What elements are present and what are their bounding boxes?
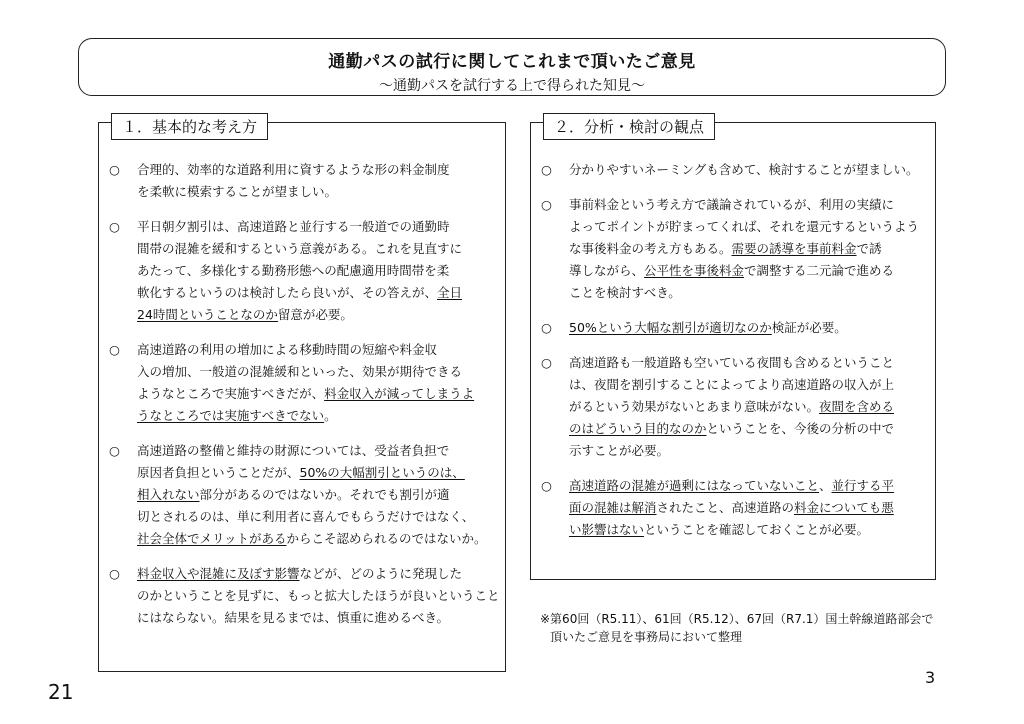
analysis-viewpoint-list [541,159,929,554]
text-segment: 原因者負担ということだが、 [137,465,300,480]
underlined-text: 並行する平 [831,478,895,493]
analysis-viewpoint-line [569,317,929,339]
basic-concept-label: １．基本的な考え方 [111,113,268,140]
analysis-viewpoint-line [569,260,929,282]
page-number-right: 3 [925,668,936,687]
analysis-viewpoint-line [569,159,929,181]
basic-concept-item [109,216,499,326]
basic-concept-line [137,440,499,462]
basic-concept-line [137,260,499,282]
underlined-text: 夜間を含める [819,399,895,414]
analysis-viewpoint-line [569,194,929,216]
text-segment: 検証が必要。 [771,320,847,335]
text-segment: ことを検討すべき。 [569,285,681,300]
text-segment: 入の増加、一般道の混雑緩和といった、効果が期待できる [137,364,463,379]
underlined-text: 社会全体でメリットがある [137,531,287,546]
analysis-viewpoint-line [569,374,929,396]
text-segment: されたこと、高速道路の [656,500,795,515]
bullet-circle-icon: ○ [109,566,120,581]
analysis-viewpoint-line [569,238,929,260]
text-segment: 間帯の混雑を緩和するという意義がある。これを見直すに [137,241,463,256]
analysis-viewpoint-line [569,440,929,462]
basic-concept-line [137,405,499,427]
page-subtitle: ～通勤パスを試行する上で得られた知見～ [379,78,645,94]
analysis-viewpoint-item [541,194,929,304]
analysis-viewpoint-line [569,497,929,519]
text-segment: 、 [819,478,832,493]
text-segment: ようなところで実施すべきだが、 [137,386,325,401]
basic-concept-list [109,159,499,642]
underlined-text: 50%の大幅割引というのは、 [299,465,465,480]
bullet-circle-icon: ○ [109,342,120,357]
underlined-text: 料金収入が減ってしまうよ [324,386,475,401]
footnote-line-1: ※第60回（R5.11）、61回（R5.12）、67回（R7.1）国土幹線道路部会で [540,612,934,626]
basic-concept-line [137,462,499,484]
analysis-viewpoint-line [569,216,929,238]
basic-concept-line [137,159,499,181]
basic-concept-line [137,607,499,629]
text-segment: 軟化するというのは検討したら良いが、その答えが、 [137,285,438,300]
basic-concept-line [137,563,499,585]
analysis-viewpoint-item [541,352,929,462]
title-box [78,38,946,96]
underlined-text: 24時間ということなのか [137,307,278,322]
basic-concept-panel [98,118,506,672]
text-segment: を柔軟に模索することが望ましい。 [137,184,338,199]
text-segment: 高速道路も一般道路も空いている夜間も含めるということ [569,355,895,370]
underlined-text: うなところでは実施すべきでない [137,408,325,423]
footnote-line-2: 頂いたご意見を事務局において整理 [550,630,743,644]
text-segment: のかということを見ずに、もっと拡大したほうが良いということ [137,588,500,603]
underlined-text: い影響はない [569,522,645,537]
underlined-text: のはどういう目的なのか [569,421,707,436]
analysis-viewpoint-line [569,475,929,497]
bullet-circle-icon: ○ [109,443,120,458]
text-segment: で調整する二元論で進める [744,263,895,278]
basic-concept-line [137,585,499,607]
basic-concept-line [137,506,499,528]
page-title: 通勤パスの試行に関してこれまで頂いたご意見 [328,52,696,72]
bullet-circle-icon: ○ [541,355,552,370]
analysis-viewpoint-line [569,282,929,304]
basic-concept-item [109,339,499,427]
basic-concept-line [137,528,499,550]
bullet-circle-icon: ○ [109,219,120,234]
text-segment: 部分があるのではないか。それでも割引が適 [199,487,450,502]
analysis-viewpoint-line [569,519,929,541]
text-segment: 分かりやすいネーミングも含めて、検討することが望ましい。 [569,162,919,177]
text-segment: 。 [324,408,337,423]
text-segment: 高速道路の利用の増加による移動時間の短縮や料金収 [137,342,438,357]
underlined-text: 50%という大幅な割引が適切なのか [569,320,772,335]
analysis-viewpoint-line [569,418,929,440]
basic-concept-line [137,282,499,304]
text-segment: がるという効果がないとあまり意味がない。 [569,399,820,414]
text-segment: 平日朝夕割引は、高速道路と並行する一般道での通勤時 [137,219,450,234]
underlined-text: 相入れない [137,487,200,502]
footnote [540,610,933,646]
text-segment: あたって、多様化する勤務形態への配慮適用時間帯を柔 [137,263,450,278]
analysis-viewpoint-item [541,475,929,541]
text-segment: よってポイントが貯まってくれば、それを還元するというよう [569,219,920,234]
analysis-viewpoint-item [541,317,929,339]
underlined-text: 料金についても悪 [794,500,894,515]
text-segment: ということを確認しておくことが必要。 [644,522,870,537]
bullet-circle-icon: ○ [109,162,120,177]
underlined-text: 高速道路の混雑が過剰にはなっていないこと [569,478,820,493]
basic-concept-line [137,383,499,405]
underlined-text: 公平性を事後料金 [644,263,745,278]
analysis-viewpoint-label: ２．分析・検討の観点 [543,113,715,140]
text-segment: 留意が必要。 [277,307,353,322]
text-segment: にはならない。結果を見るまでは、慎重に進めるべき。 [137,610,450,625]
basic-concept-line [137,216,499,238]
text-segment: 高速道路の整備と維持の財源については、受益者負担で [137,443,450,458]
page-number-left: 21 [48,680,74,704]
bullet-circle-icon: ○ [541,478,552,493]
text-segment: 事前料金という考え方で議論されているが、利用の実績に [569,197,895,212]
analysis-viewpoint-line [569,352,929,374]
basic-concept-line [137,304,499,326]
underlined-text: 全日 [437,285,463,300]
basic-concept-line [137,181,499,203]
text-segment: 合理的、効率的な道路利用に資するような形の料金制度 [137,162,450,177]
bullet-circle-icon: ○ [541,162,552,177]
analysis-viewpoint-item [541,159,929,181]
text-segment: な事後料金の考え方もある。 [569,241,732,256]
text-segment: ということを、今後の分析の中で [706,421,895,436]
basic-concept-line [137,484,499,506]
basic-concept-item [109,563,499,629]
text-segment: は、夜間を割引することによってより高速道路の収入が上 [569,377,895,392]
text-segment: 示すことが必要。 [569,443,670,458]
basic-concept-item [109,440,499,550]
analysis-viewpoint-line [569,396,929,418]
text-segment: 切とされるのは、単に利用者に喜んでもらうだけではなく、 [137,509,475,524]
text-segment: で誘 [856,241,882,256]
underlined-text: 需要の誘導を事前料金 [731,241,857,256]
basic-concept-line [137,361,499,383]
basic-concept-line [137,238,499,260]
basic-concept-item [109,159,499,203]
underlined-text: 面の混雑は解消 [569,500,657,515]
text-segment: からこそ認められるのではないか。 [286,531,487,546]
underlined-text: 料金収入や混雑に及ぼす影響 [137,566,300,581]
analysis-viewpoint-panel [530,118,936,580]
text-segment: 導しながら、 [569,263,645,278]
basic-concept-line [137,339,499,361]
bullet-circle-icon: ○ [541,197,552,212]
bullet-circle-icon: ○ [541,320,552,335]
text-segment: などが、どのように発現した [299,566,463,581]
